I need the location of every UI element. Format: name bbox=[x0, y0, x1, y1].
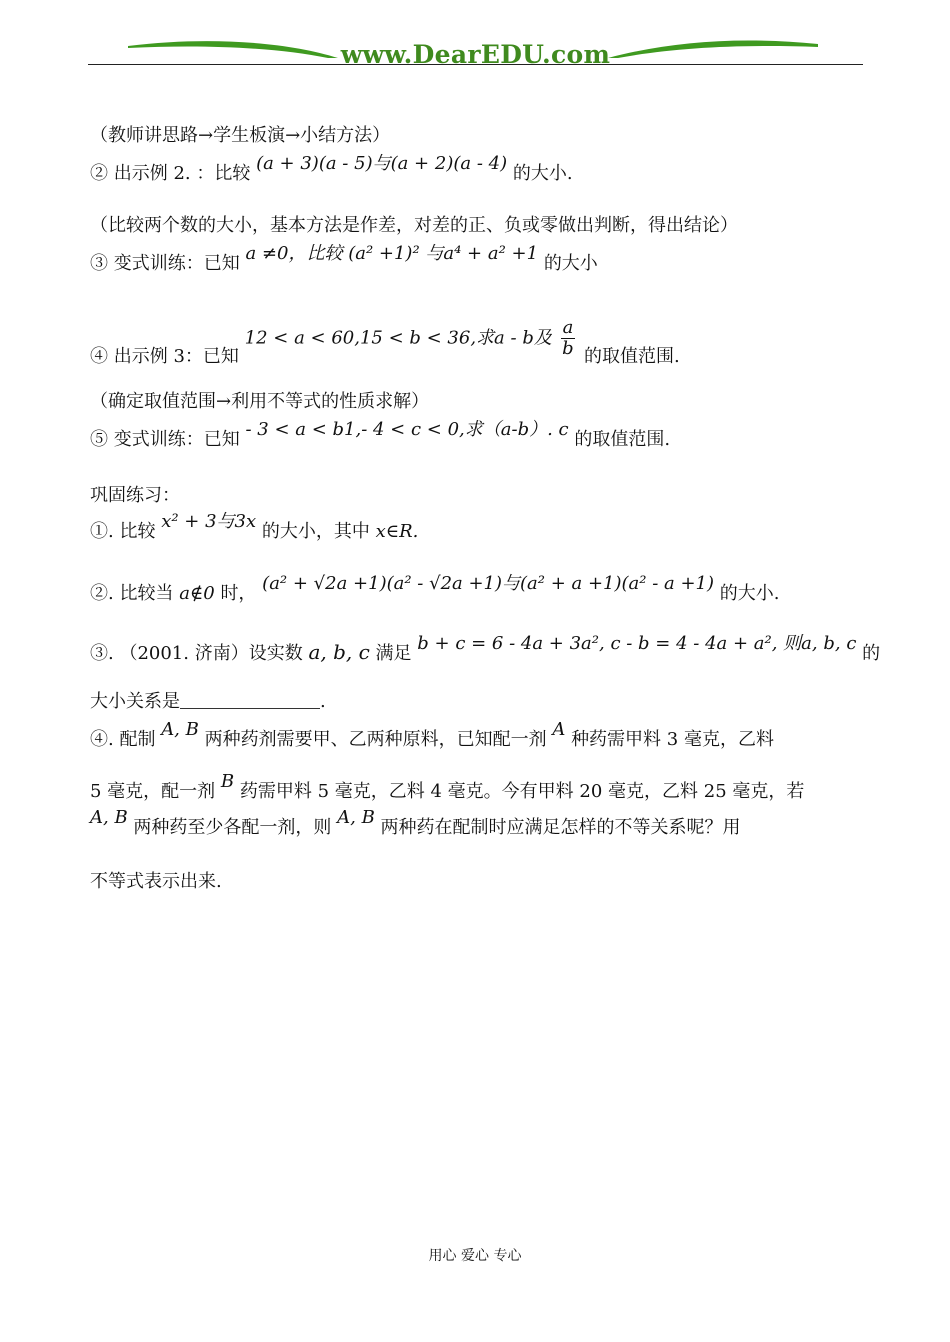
practice-4-label: ④. 配制 bbox=[90, 729, 156, 750]
relation-label: 大小关系是 bbox=[90, 691, 180, 712]
teaching-note-2: （比较两个数的大小，基本方法是作差，对差的正、负或零做出判断，得出结论） bbox=[90, 215, 738, 236]
practice-1-line bbox=[90, 511, 419, 544]
answer-blank bbox=[180, 692, 320, 709]
teaching-note-1: （教师讲思路→学生板演→小结方法） bbox=[90, 125, 391, 146]
practice-4-line-2 bbox=[90, 771, 805, 804]
variant-training-2-line bbox=[90, 419, 671, 452]
site-logo-text: www.DearEDU.com bbox=[340, 40, 611, 69]
variant-2-suffix: 的取值范围. bbox=[574, 429, 671, 450]
example-3-math: 12 < a < 60,15 < b < 36,求a - b及 bbox=[244, 327, 552, 349]
answer-period: . bbox=[320, 691, 326, 712]
practice-4-var-b: B bbox=[220, 771, 235, 792]
practice-4-text-1: 两种药剂需要甲、乙两种原料，已知配一剂 bbox=[204, 729, 547, 750]
variant-1-math: (a² +1)² 与a⁴ + a² +1 bbox=[348, 243, 539, 264]
practice-4-text-4: 药需甲料 5 毫克，乙料 4 毫克。今有甲料 20 毫克，乙料 25 毫克，若 bbox=[239, 781, 805, 802]
practice-2-math: (a² + √2a +1)(a² - √2a +1)与(a² + a +1)(a² - a +1) bbox=[262, 573, 715, 594]
practice-4-line-4: 不等式表示出来. bbox=[90, 871, 222, 892]
practice-1-label: ①. 比较 bbox=[90, 521, 156, 542]
example-2-label: ② 出示例 2. ：比较 bbox=[90, 163, 251, 184]
practice-3-answer-line bbox=[90, 690, 326, 714]
variant-1-condition: a ≠0，比较 bbox=[245, 243, 343, 264]
variant-2-math: - 3 < a < b1,- 4 < c < 0,求（a-b）. c bbox=[245, 419, 569, 440]
practice-3-suffix: 的 bbox=[862, 643, 881, 664]
practice-2-suffix: 的大小. bbox=[719, 583, 780, 604]
teaching-note-3: （确定取值范围→利用不等式的性质求解） bbox=[90, 391, 430, 412]
practice-3-label: ③. （2001. 济南）设实数 bbox=[90, 643, 303, 664]
practice-3-line bbox=[90, 633, 881, 666]
page-footer: 用心 爱心 专心 bbox=[428, 1248, 522, 1264]
practice-2-line bbox=[90, 573, 780, 606]
variant-1-suffix: 的大小 bbox=[543, 253, 598, 274]
practice-4-text-6: 两种药在配制时应满足怎样的不等关系呢？用 bbox=[380, 817, 741, 838]
fraction-numerator: a bbox=[562, 317, 574, 338]
example-3-suffix: 的取值范围. bbox=[584, 345, 680, 367]
example-3-fraction bbox=[561, 318, 576, 359]
practice-4-line-3 bbox=[90, 807, 741, 840]
example-2-math: (a + 3)(a - 5)与(a + 2)(a - 4) bbox=[256, 153, 508, 174]
practice-4-var-ab-3: A, B bbox=[337, 807, 375, 828]
variant-training-1-line bbox=[90, 243, 598, 276]
practice-4-text-2: 种药需甲料 3 毫克，乙料 bbox=[571, 729, 774, 750]
practice-2-condition: a∉0 bbox=[179, 583, 215, 604]
practice-1-math: x² + 3与3x bbox=[161, 511, 257, 532]
page-header bbox=[88, 34, 863, 72]
practice-4-var-a: A bbox=[552, 719, 566, 740]
example-3-label: ④ 出示例 3：已知 bbox=[90, 345, 239, 367]
practice-3-vars: a, b, c bbox=[308, 640, 370, 664]
example-2-line bbox=[90, 153, 573, 186]
practice-4-text-5: 两种药至少各配一剂，则 bbox=[133, 817, 332, 838]
practice-1-domain: x∈R. bbox=[375, 521, 419, 542]
practice-2-label: ②. 比较当 bbox=[90, 583, 174, 604]
practice-4-var-ab-2: A, B bbox=[90, 807, 128, 828]
example-3-line bbox=[90, 317, 680, 367]
practice-4-text-3: 5 毫克，配一剂 bbox=[90, 781, 216, 802]
practice-2-when: 时， bbox=[220, 583, 257, 604]
practice-3-math: b + c = 6 - 4a + 3a², c - b = 4 - 4a + a², 则a, b, c bbox=[417, 633, 857, 654]
practice-4-line-1 bbox=[90, 719, 774, 752]
fraction-denominator: b bbox=[562, 338, 574, 359]
example-2-suffix: 的大小. bbox=[512, 163, 573, 184]
practice-4-var-ab: A, B bbox=[161, 719, 199, 740]
variant-2-label: ⑤ 变式训练：已知 bbox=[90, 429, 240, 450]
variant-1-label: ③ 变式训练：已知 bbox=[90, 253, 240, 274]
practice-1-mid: 的大小，其中 bbox=[261, 521, 370, 542]
practice-3-satisfy: 满足 bbox=[375, 643, 412, 664]
header-rule bbox=[88, 64, 863, 65]
practice-heading: 巩固练习： bbox=[90, 485, 180, 506]
